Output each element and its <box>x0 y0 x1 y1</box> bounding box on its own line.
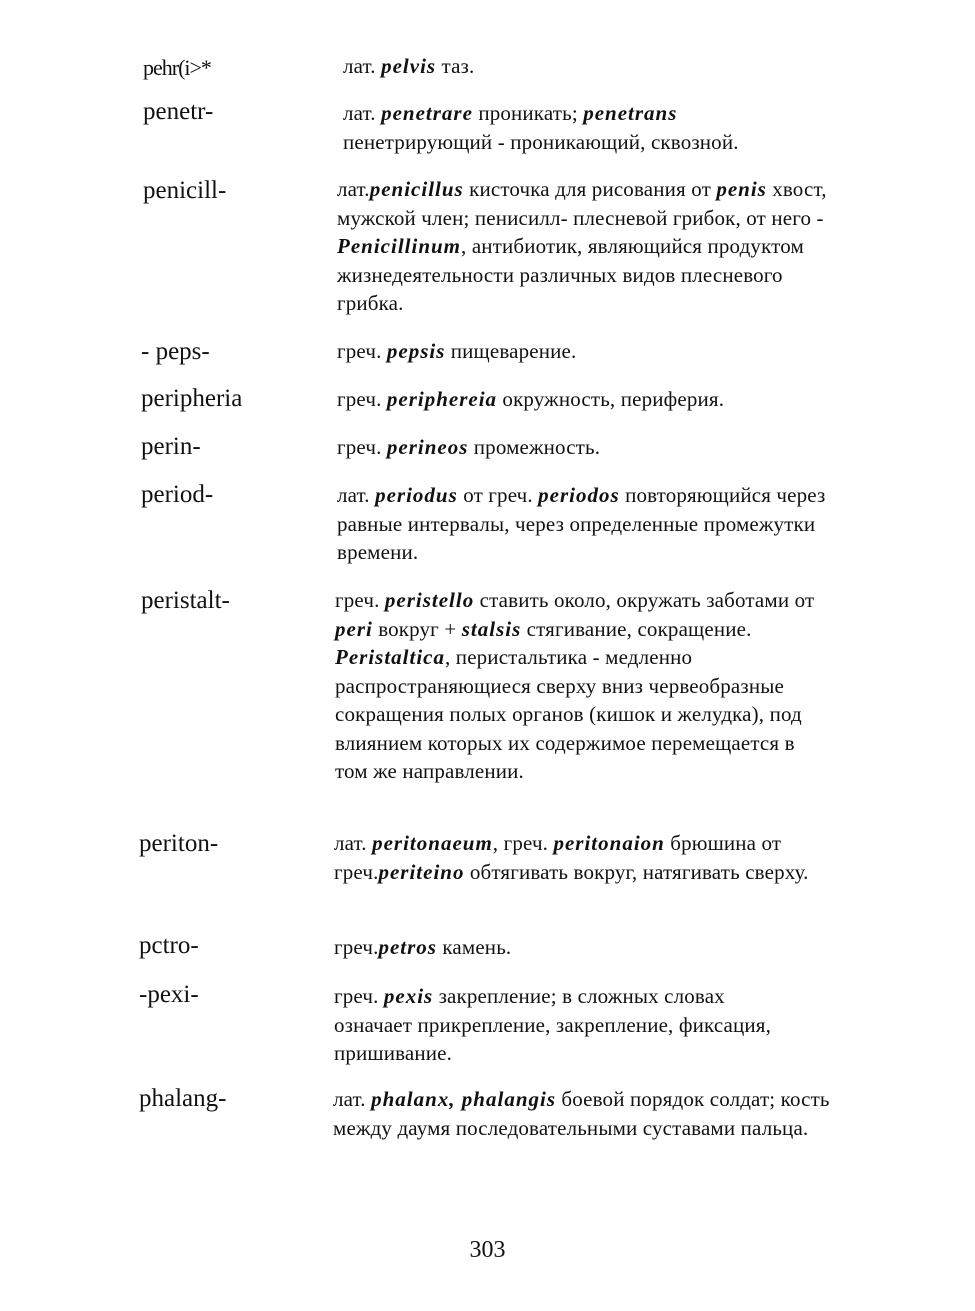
entry-definition: лат. pelvis таз. <box>343 54 475 78</box>
entry-definition: лат.penicillus кисточка для рисования от penis хвост, мужской член; пенисилл- плесневой грибок, от него - Penicillinum, антибиотик, являющийся продуктом жизнедеятельности различных видов плесневого грибка. <box>337 177 827 315</box>
page-number: 303 <box>469 1237 506 1263</box>
entry-definition: греч.petros камень. <box>334 935 512 959</box>
entry-term: phalang- <box>139 1085 227 1112</box>
entry-term: penicill- <box>143 177 227 204</box>
entry-term: perin- <box>141 433 201 460</box>
entry-term: peristalt- <box>141 587 230 614</box>
entry-definition: греч. pexis закрепление; в сложных словах означает прикрепление, закрепление, фиксация, пришивание. <box>334 984 772 1065</box>
entry-term: periton- <box>139 830 219 857</box>
entry-definition: греч. periphereia окружность, периферия. <box>337 387 725 411</box>
entry-definition: греч. peristello ставить около, окружать заботами от peri вокруг + stalsis стягивание, сокращение. Peristaltica, перистальтика - медленно распространяющиеся сверху вниз червеобразные сокращения полых органов (кишок и желудка), под влиянием которых их содержимое перемещается в том же направлении. <box>335 588 815 783</box>
entry-term: pctro- <box>139 932 199 959</box>
entry-definition: лат. peritonaeum, греч. peritonaion брюшина от греч.periteino обтягивать вокруг, натягивать сверху. <box>334 831 809 884</box>
entry-term: peripheria <box>141 385 243 412</box>
entry-term: -pexi- <box>139 981 199 1008</box>
entry-definition: греч. perineos промежность. <box>337 435 601 459</box>
entry-term: - peps- <box>141 338 210 365</box>
entry-definition: лат. periodus от греч. periodos повторяющийся через равные интервалы, через определенные промежутки времени. <box>337 483 826 564</box>
entry-definition: лат. penetrare проникать; penetrans пенетрирующий - проникающий, сквозной. <box>343 101 739 154</box>
entry-term: penetr- <box>143 98 214 125</box>
entry-term: pehr(i>* <box>143 55 211 80</box>
entry-definition: лат. phalanx, phalangis боевой порядок солдат; кость между даумя последовательными суставами пальца. <box>333 1087 830 1140</box>
entry-definition: греч. pepsis пищеварение. <box>337 339 577 363</box>
entry-term: period- <box>141 481 214 508</box>
